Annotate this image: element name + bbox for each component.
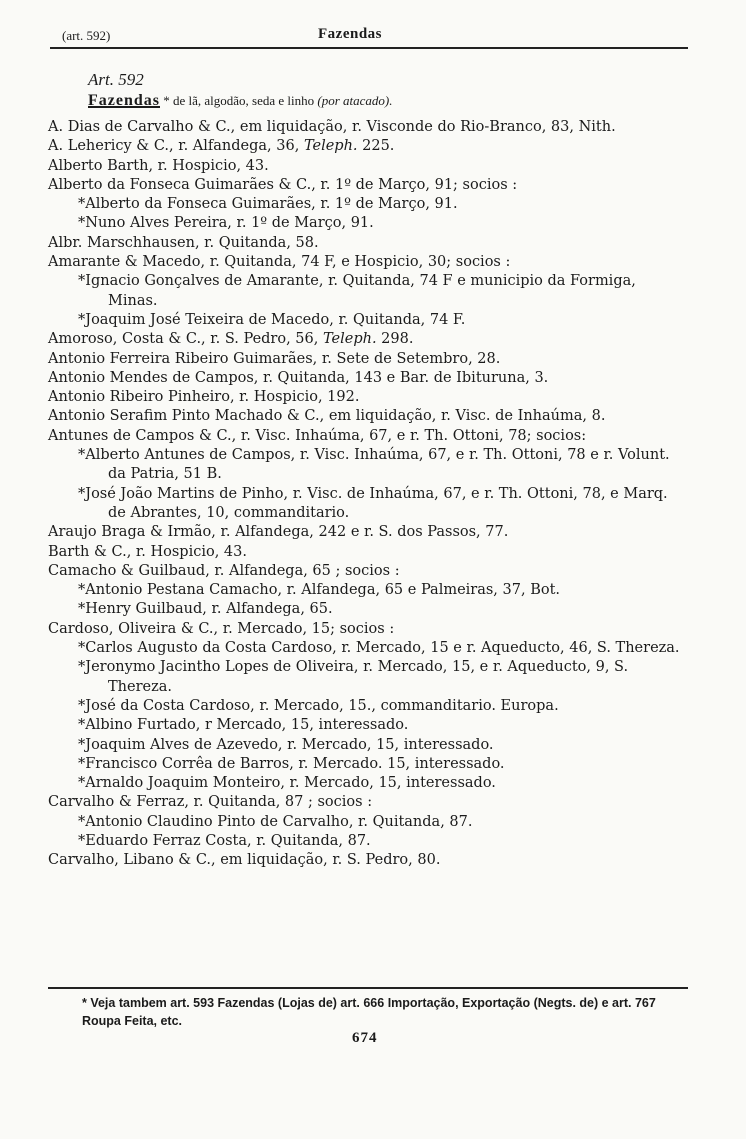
footnote-text: * Veja tambem art. 593 Fazendas (Lojas de) art. 666 Importação, Exportação (Negts. de) e art. 767 Roupa Feita, etc. [82,996,656,1028]
firm-entry [48,330,688,349]
article-subtitle [88,92,393,110]
partner-entry [48,736,688,755]
entry-text: *Eduardo Ferraz Costa, r. Quitanda, 87. [78,832,371,849]
entry-text: *Albino Furtado, r Mercado, 15, interessado. [78,717,409,734]
entry-text: *Nuno Alves Pereira, r. 1º de Março, 91. [78,215,374,232]
firm-entry [48,369,688,388]
entry-list [48,118,688,871]
entry-text: Antunes de Campos & C., r. Visc. Inhaúma, 67, e r. Th. Ottoni, 78; socios: [48,427,587,444]
entry-text: *Carlos Augusto da Costa Cardoso, r. Mercado, 15 e r. Aqueducto, 46, S. Thereza. [78,640,680,657]
firm-entry [48,543,688,562]
entry-text: Amarante & Macedo, r. Quitanda, 74 F, e Hospicio, 30; socios : [48,254,511,271]
entry-text: A. Dias de Carvalho & C., em liquidação, r. Visconde do Rio-Branco, 83, Nith. [48,119,616,135]
firm-entry [48,562,688,581]
entry-text: Antonio Mendes de Campos, r. Quitanda, 143 e Bar. de Ibituruna, 3. [48,369,549,386]
entry-text: *Ignacio Gonçalves de Amarante, r. Quitanda, 74 F e municipio da Formiga, Minas. [78,273,636,309]
header-rule [50,47,688,49]
entry-text: Cardoso, Oliveira & C., r. Mercado, 15; socios : [48,620,395,637]
partner-entry [48,716,688,735]
partner-entry [48,774,688,793]
firm-entry [48,793,688,812]
entry-text: *Joaquim Alves de Azevedo, r. Mercado, 15, interessado. [78,736,494,753]
entry-text: Camacho & Guilbaud, r. Alfandega, 65 ; socios : [48,562,400,579]
entry-text: *Jeronymo Jacintho Lopes de Oliveira, r. Mercado, 15, e r. Aqueducto, 9, S. Thereza. [78,659,629,695]
firm-entry [48,388,688,407]
firm-entry [48,137,688,156]
partner-entry [48,446,688,485]
entry-text: *Alberto Antunes de Campos, r. Visc. Inhaúma, 67, e r. Th. Ottoni, 78 e r. Volunt. da Patria, 51 B. [78,447,670,483]
article-label: Art. 592 [88,70,144,89]
page-number: 674 [352,1030,378,1046]
entry-text: *José da Costa Cardoso, r. Mercado, 15., commanditario. Europa. [78,697,559,714]
footnote [48,994,684,1030]
entry-text: *Francisco Corrêa de Barros, r. Mercado. 15, interessado. [78,755,505,772]
article-subtitle-text: * de lã, algodão, seda e linho [160,93,318,108]
partner-entry [48,755,688,774]
partner-entry [48,311,688,330]
partner-entry [48,600,688,619]
firm-entry [48,350,688,369]
partner-entry [48,639,688,658]
entry-telephone-number: 225. [357,138,395,155]
entry-telephone-number: 298. [376,331,414,348]
entry-text: Albr. Marschhausen, r. Quitanda, 58. [48,234,319,251]
partner-entry [48,813,688,832]
entry-text: *Alberto da Fonseca Guimarães, r. 1º de Março, 91. [78,196,458,213]
entry-text: Antonio Ferreira Ribeiro Guimarães, r. Sete de Setembro, 28. [48,350,501,367]
firm-entry [48,851,688,870]
entry-text: Carvalho & Ferraz, r. Quitanda, 87 ; socios : [48,794,373,811]
firm-entry [48,427,688,446]
entry-text: *Antonio Pestana Camacho, r. Alfandega, 65 e Palmeiras, 37, Bot. [78,582,561,599]
entry-text: Antonio Ribeiro Pinheiro, r. Hospicio, 192. [48,389,360,406]
entry-telephone-label: Teleph. [322,331,377,348]
firm-entry [48,118,688,137]
partner-entry [48,832,688,851]
partner-entry [48,485,688,524]
entry-text: A. Lehericy & C., r. Alfandega, 36, [48,138,304,155]
entry-text: *Joaquim José Teixeira de Macedo, r. Quitanda, 74 F. [78,311,466,328]
entry-telephone-label: Teleph. [303,138,358,155]
entry-text: Alberto Barth, r. Hospicio, 43. [48,157,269,174]
firm-entry [48,234,688,253]
entry-text: *Henry Guilbaud, r. Alfandega, 65. [78,601,333,618]
partner-entry [48,581,688,600]
running-header-title: Fazendas [318,26,382,42]
entry-text: *Antonio Claudino Pinto de Carvalho, r. Quitanda, 87. [78,813,473,830]
entry-text: *Arnaldo Joaquim Monteiro, r. Mercado, 15, interessado. [78,775,496,792]
firm-entry [48,176,688,195]
article-subtitle-note: (por atacado). [317,93,393,108]
firm-entry [48,253,688,272]
entry-text: Alberto da Fonseca Guimarães & C., r. 1º de Março, 91; socios : [48,176,518,193]
partner-entry [48,272,688,311]
firm-entry [48,523,688,542]
entry-text: *José João Martins de Pinho, r. Visc. de Inhaúma, 67, e r. Th. Ottoni, 78, e Marq. de Abrantes, 10, commanditario. [78,485,668,521]
entry-text: Amoroso, Costa & C., r. S. Pedro, 56, [48,331,323,348]
firm-entry [48,620,688,639]
partner-entry [48,195,688,214]
running-header-article: (art. 592) [62,28,111,43]
partner-entry [48,214,688,233]
footnote-rule [48,987,688,989]
entry-text: Antonio Serafim Pinto Machado & C., em liquidação, r. Visc. de Inhaúma, 8. [48,408,606,425]
partner-entry [48,658,688,697]
entry-text: Araujo Braga & Irmão, r. Alfandega, 242 e r. S. dos Passos, 77. [48,524,509,541]
firm-entry [48,407,688,426]
firm-entry [48,157,688,176]
partner-entry [48,697,688,716]
entry-text: Carvalho, Libano & C., em liquidação, r. S. Pedro, 80. [48,852,441,869]
entry-text: Barth & C., r. Hospicio, 43. [48,543,247,560]
article-title: Fazendas [88,92,160,109]
